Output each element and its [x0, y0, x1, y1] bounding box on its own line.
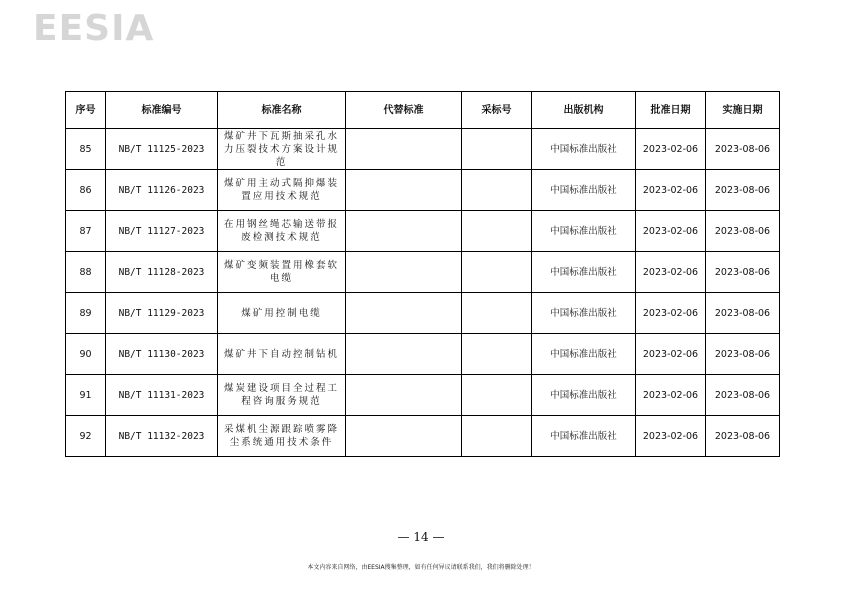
table-row [66, 129, 780, 170]
cell-code: NB/T 11125-2023 [106, 129, 218, 170]
cell-code: NB/T 11126-2023 [106, 170, 218, 211]
cell-name: 煤矿用控制电缆 [218, 293, 346, 334]
cell-publisher: 中国标准出版社 [532, 129, 636, 170]
cell-implement-date: 2023-08-06 [706, 293, 780, 334]
cell-adopt [462, 129, 532, 170]
cell-replace [346, 375, 462, 416]
cell-implement-date: 2023-08-06 [706, 334, 780, 375]
standards-table [65, 91, 780, 457]
cell-name: 在用钢丝绳芯输送带报废检测技术规范 [218, 211, 346, 252]
header-cell: 标准名称 [218, 92, 346, 129]
table-row [66, 293, 780, 334]
cell-adopt [462, 211, 532, 252]
cell-code: NB/T 11131-2023 [106, 375, 218, 416]
cell-name: 煤炭建设项目全过程工程咨询服务规范 [218, 375, 346, 416]
cell-approve-date: 2023-02-06 [636, 375, 706, 416]
cell-publisher: 中国标准出版社 [532, 170, 636, 211]
table-row [66, 416, 780, 457]
cell-approve-date: 2023-02-06 [636, 129, 706, 170]
cell-implement-date: 2023-08-06 [706, 170, 780, 211]
cell-implement-date: 2023-08-06 [706, 375, 780, 416]
cell-name: 煤矿变频装置用橡套软电缆 [218, 252, 346, 293]
cell-no: 87 [66, 211, 106, 252]
cell-implement-date: 2023-08-06 [706, 211, 780, 252]
cell-replace [346, 416, 462, 457]
cell-replace [346, 334, 462, 375]
cell-publisher: 中国标准出版社 [532, 375, 636, 416]
cell-publisher: 中国标准出版社 [532, 334, 636, 375]
cell-publisher: 中国标准出版社 [532, 211, 636, 252]
cell-name: 煤矿井下瓦斯抽采孔水力压裂技术方案设计规范 [218, 129, 346, 170]
header-cell: 序号 [66, 92, 106, 129]
cell-adopt [462, 293, 532, 334]
cell-code: NB/T 11128-2023 [106, 252, 218, 293]
table-row [66, 211, 780, 252]
cell-approve-date: 2023-02-06 [636, 293, 706, 334]
cell-replace [346, 252, 462, 293]
cell-replace [346, 129, 462, 170]
cell-code: NB/T 11130-2023 [106, 334, 218, 375]
cell-replace [346, 293, 462, 334]
cell-no: 90 [66, 334, 106, 375]
cell-publisher: 中国标准出版社 [532, 293, 636, 334]
table-header-row [66, 92, 780, 129]
cell-implement-date: 2023-08-06 [706, 129, 780, 170]
header-cell: 批准日期 [636, 92, 706, 129]
cell-publisher: 中国标准出版社 [532, 416, 636, 457]
cell-replace [346, 211, 462, 252]
cell-replace [346, 170, 462, 211]
cell-publisher: 中国标准出版社 [532, 252, 636, 293]
cell-no: 86 [66, 170, 106, 211]
cell-implement-date: 2023-08-06 [706, 416, 780, 457]
footer-note: 本文内容来自网络，由EESIA搜集整理，如有任何异议请联系我们，我们将删除处理！ [307, 564, 535, 571]
table-row [66, 170, 780, 211]
eesia-logo: EESIA [33, 8, 155, 49]
cell-adopt [462, 252, 532, 293]
cell-implement-date: 2023-08-06 [706, 252, 780, 293]
header-cell: 标准编号 [106, 92, 218, 129]
cell-name: 采煤机尘源跟踪喷雾降尘系统通用技术条件 [218, 416, 346, 457]
cell-code: NB/T 11132-2023 [106, 416, 218, 457]
cell-no: 85 [66, 129, 106, 170]
cell-approve-date: 2023-02-06 [636, 211, 706, 252]
table-row [66, 334, 780, 375]
cell-no: 92 [66, 416, 106, 457]
header-cell: 采标号 [462, 92, 532, 129]
header-cell: 出版机构 [532, 92, 636, 129]
cell-name: 煤矿井下自动控制钻机 [218, 334, 346, 375]
cell-name: 煤矿用主动式隔抑爆装置应用技术规范 [218, 170, 346, 211]
header-cell: 实施日期 [706, 92, 780, 129]
cell-adopt [462, 334, 532, 375]
cell-adopt [462, 416, 532, 457]
cell-adopt [462, 170, 532, 211]
table-row [66, 252, 780, 293]
cell-approve-date: 2023-02-06 [636, 170, 706, 211]
table-row [66, 375, 780, 416]
cell-no: 89 [66, 293, 106, 334]
cell-approve-date: 2023-02-06 [636, 252, 706, 293]
cell-code: NB/T 11129-2023 [106, 293, 218, 334]
page-number: — 14 — [397, 530, 445, 544]
cell-approve-date: 2023-02-06 [636, 416, 706, 457]
header-cell: 代替标准 [346, 92, 462, 129]
cell-no: 91 [66, 375, 106, 416]
cell-adopt [462, 375, 532, 416]
cell-code: NB/T 11127-2023 [106, 211, 218, 252]
cell-no: 88 [66, 252, 106, 293]
cell-approve-date: 2023-02-06 [636, 334, 706, 375]
